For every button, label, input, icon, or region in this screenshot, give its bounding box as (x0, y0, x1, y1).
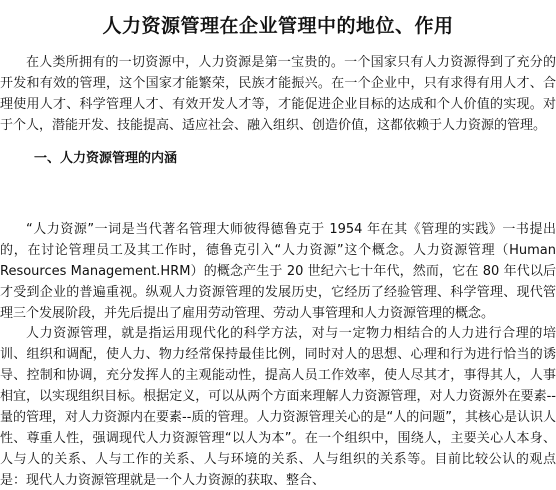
section-heading: 一、人力资源管理的内涵 (34, 151, 178, 166)
section-paragraph-origin: “人力资源”一词是当代著名管理大师彼得德鲁克于 1954 年在其《管理的实践》一书提出的，在讨论管理员工及其工作时，德鲁克引入“人力资源”这个概念。人力资源管理（Human Resources Management.HRM）的概念产生于 20 世纪六七十年代，然而，它在 80 年代以后才受到企业的普遍重视。纵观人力资源管理的发展历史，它经历了经验管理、科学管理、现代管理三个发展阶段，并先后提出了雇用劳动管理、劳动人事管理和人力资源管理的概念。 (0, 222, 556, 321)
section-paragraph-definition: 人力资源管理，就是指运用现代化的科学方法，对与一定物力相结合的人力进行合理的培训、组织和调配，使人力、物力经常保持最佳比例，同时对人的思想、心理和行为进行恰当的诱导、控制和协调，充分发挥人的主观能动性，提高人员工作效率，使人尽其才，事得其人，人事相宜，以实现组织目标。根据定义，可以从两个方面来理解人力资源管理，对人力资源外在要素--量的管理，对人力资源内在要素--质的管理。人力资源管理关心的是“人的问题”，其核心是认识人性、尊重人性，强调现代人力资源管理“以人为本”。在一个组织中，围绕人，主要关心人本身、人与人的关系、人与工作的关系、人与环境的关系、人与组织的关系等。目前比较公认的观点是：现代人力资源管理就是一个人力资源的获取、整合、 (0, 326, 556, 488)
document-title: 人力资源管理在企业管理中的地位、作用 (102, 15, 454, 37)
intro-paragraph: 在人类所拥有的一切资源中，人力资源是第一宝贵的。一个国家只有人力资源得到了充分的开发和有效的管理，这个国家才能繁荣，民族才能振兴。在一个企业中，只有求得有用人才、合理使用人才、科学管理人才、有效开发人才等，才能促进企业目标的达成和个人价值的实现。对于个人，潜能开发、技能提高、适应社会、融入组织、创造价值，这都依赖于人力资源的管理。 (0, 55, 556, 133)
